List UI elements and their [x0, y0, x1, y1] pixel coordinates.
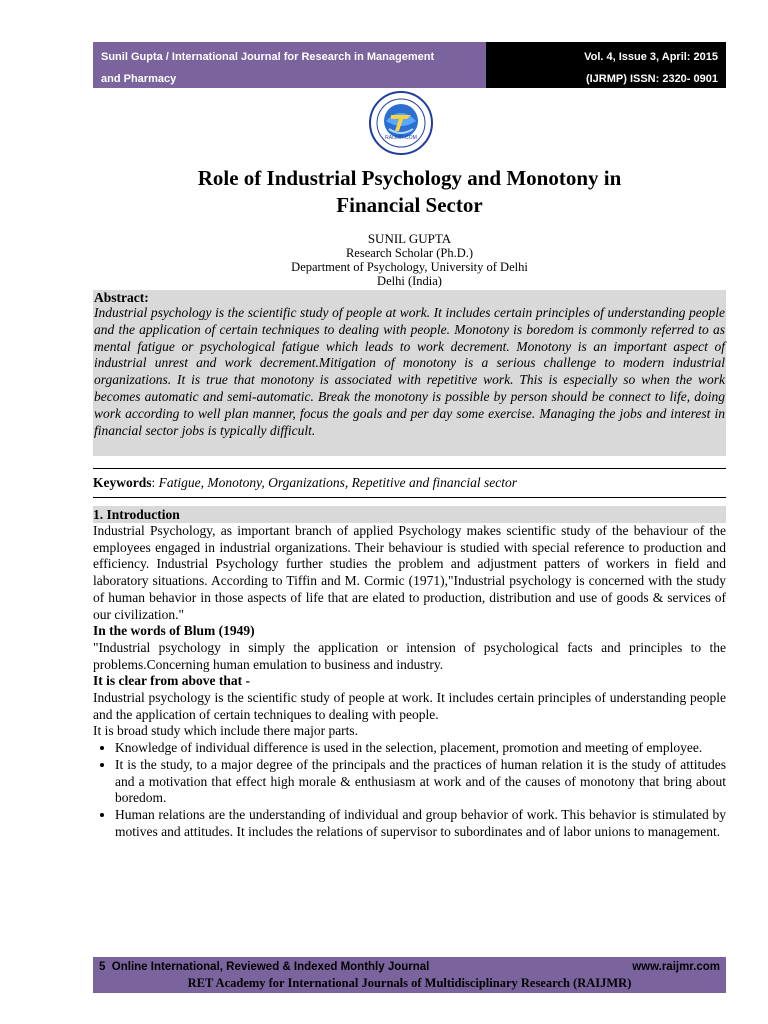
footer-left — [99, 959, 429, 975]
introduction-section — [93, 506, 726, 840]
title-line1: Role of Industrial Psychology and Monotony in — [197, 166, 622, 190]
header-issue-info — [486, 42, 726, 88]
abstract-box — [93, 290, 726, 456]
intro-paragraph-1: Industrial Psychology, as important branch of applied Psychology makes scientific study of the behaviour of the employees engaged in industrial organizations. Their behaviour is studied with special reference to production and efficiency. Industrial Psychology further studies the problem and adjustment patters of workers in field and laboratory situations. According to Tiffin and M. Cormic (1971),"Industrial psychology is concerned with the study of human behavior in those aspects of life that are elated to production, distribution and use of goods & services of our civilization." — [93, 523, 726, 622]
logo-text: RAIJMR.COM — [385, 135, 417, 141]
author-role: Research Scholar (Ph.D.) — [345, 246, 474, 260]
footer-journal-desc: Online International, Reviewed & Indexed Monthly Journal — [111, 961, 430, 973]
paper-title — [93, 165, 726, 219]
abstract-label: Abstract: — [94, 290, 149, 305]
header-left-line1: Sunil Gupta / International Journal for Research in Management — [101, 51, 435, 63]
footer-publisher: RET Academy for International Journals of Multidisciplinary Research (RAIJMR) — [187, 976, 632, 990]
footer-url-link[interactable]: www.raijmr.com — [632, 961, 720, 973]
keywords-text: Fatigue, Monotony, Organizations, Repetitive and financial sector — [158, 475, 517, 490]
raijmr-seal-icon — [369, 91, 433, 155]
subheading-blum: In the words of Blum (1949) — [93, 623, 255, 639]
header-volume-issue: Vol. 4, Issue 3, April: 2015 — [584, 51, 718, 63]
header-left-line2: and Pharmacy — [101, 73, 177, 85]
author-department: Department of Psychology, University of Delhi — [291, 260, 528, 274]
author-location: Delhi (India) — [377, 274, 442, 288]
header-journal-citation — [93, 42, 486, 88]
keywords-section — [93, 468, 726, 498]
author-name: SUNIL GUPTA — [367, 231, 452, 246]
subheading-clear-from-above: It is clear from above that - — [93, 673, 250, 689]
list-item: • It is the study, to a major degree of the principals and the practices of human relation it is the study of attitudes and a motivation that effect high morale & enthusiasm at work and of the causes of monotony that bring about boredom. — [115, 757, 726, 807]
journal-footer — [93, 957, 726, 993]
journal-header — [93, 42, 726, 88]
keywords-separator: : — [151, 475, 159, 490]
title-line2: Financial Sector — [336, 193, 483, 217]
page-number: 5 — [99, 961, 106, 973]
keywords-label: Keywords — [93, 475, 152, 490]
intro-paragraph-4: It is broad study which include there major parts. — [93, 723, 359, 739]
list-item: • Human relations are the understanding of individual and group behavior of work. This behavior is stimulated by motives and attitudes. It includes the relations of supervisor to subordinates and of labor unions to management. — [115, 807, 726, 840]
header-issn: (IJRMP) ISSN: 2320- 0901 — [585, 73, 718, 85]
major-parts-list — [93, 740, 726, 840]
intro-paragraph-2: "Industrial psychology in simply the application or intension of psychological facts and principles to the problems.Concerning human emulation to business and industry. — [93, 639, 726, 672]
intro-paragraph-3: Industrial psychology is the scientific study of people at work. It includes certain principles of understanding people and the application of certain techniques to dealing with people. — [93, 690, 726, 722]
abstract-text: Industrial psychology is the scientific study of people at work. It includes certain principles of understanding people and the application of certain techniques to dealing with people. Monotony is boredom is commonly referred to as mental fatigue or psychological fatigue which leads to work decrement. Monotony is an important aspect of industrial unrest and work decrement.Mitigation of monotony is a serious challenge to modern industrial organizations. It is true that monotony is associated with repetitive work. This is especially so when the work becomes automatic and semi-automatic. Break the monotony is possible by person should be connect to life, doing work according to well plan manner, focus the goals and per day some exercise. Managing the jobs and interest in financial sector jobs is typically difficult. — [94, 305, 725, 438]
section-heading-introduction: 1. Introduction — [93, 506, 726, 523]
author-block — [93, 232, 726, 288]
list-item: • Knowledge of individual difference is used in the selection, placement, promotion and meeting of employee. — [115, 740, 726, 757]
